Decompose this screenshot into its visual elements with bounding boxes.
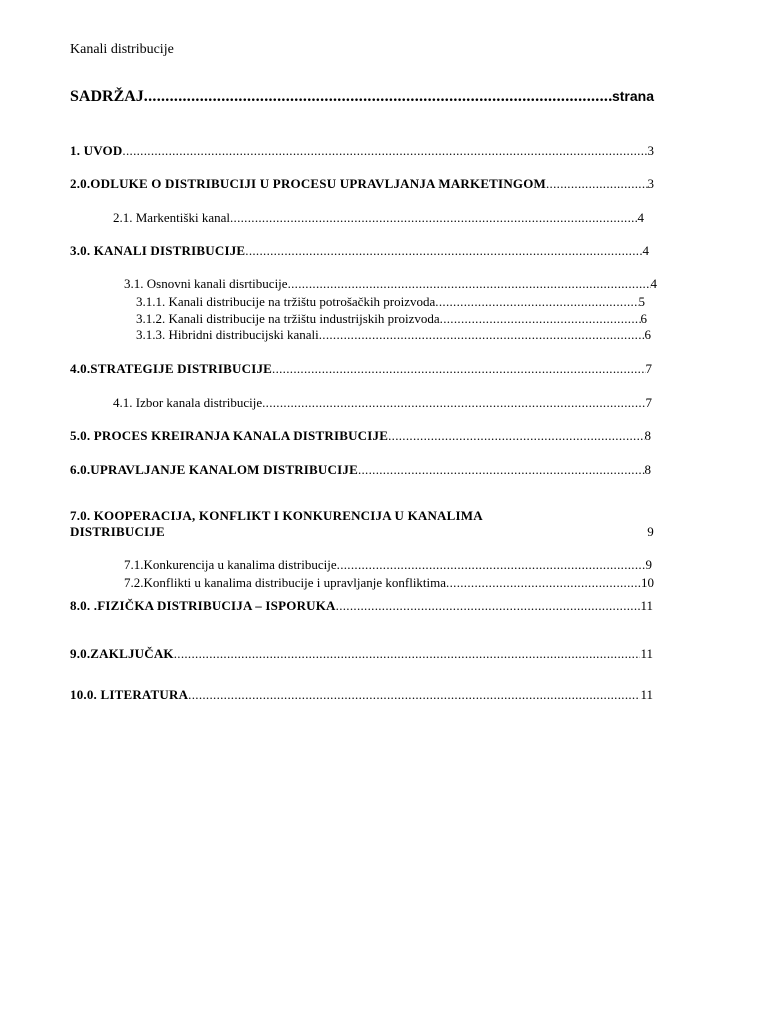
toc-entry-label: 4.1. Izbor kanala distribucije: [113, 395, 263, 410]
toc-leader: [188, 687, 640, 703]
toc-entry-page: 9: [645, 557, 652, 572]
toc-entry-label: 3.1.2. Kanali distribucije na tržištu industrijskih proizvoda: [136, 311, 440, 326]
toc-entry[interactable]: [124, 575, 654, 591]
toc-leader: [122, 143, 647, 159]
toc-entry[interactable]: [113, 395, 652, 411]
toc-page-heading: strana: [611, 88, 654, 104]
toc-leader: [336, 598, 641, 614]
toc-leader: [358, 462, 645, 478]
toc-leader: [272, 361, 645, 377]
toc-entry[interactable]: [136, 311, 647, 327]
toc-entry[interactable]: [70, 361, 652, 377]
toc-entry[interactable]: [124, 276, 657, 292]
toc-entry[interactable]: [70, 508, 654, 540]
toc-entry-label: 7.1.Konkurencija u kanalima distribucije: [124, 557, 337, 572]
toc-entry[interactable]: [70, 646, 653, 662]
toc-leader: [144, 87, 612, 107]
toc-entry-page: 6: [644, 327, 651, 342]
toc-entry-label: 10.0. LITERATURA: [70, 687, 189, 702]
toc-entry-page: 11: [640, 646, 653, 661]
toc-leader: [245, 243, 642, 259]
toc-entry-page: 4: [642, 243, 649, 258]
toc-leader: [174, 646, 641, 662]
toc-entry[interactable]: [70, 176, 654, 192]
toc-leader: [435, 294, 638, 310]
toc-entry-page: 7: [645, 361, 652, 376]
toc-leader: [440, 311, 641, 327]
toc-entry-page: 5: [638, 294, 645, 309]
toc-leader: [262, 395, 645, 411]
toc-entry-label: 8.0. .FIZIČKA DISTRIBUCIJA – ISPORUKA: [70, 598, 336, 613]
toc-leader: [388, 428, 644, 444]
toc-entry-label: 2.0.ODLUKE O DISTRIBUCIJI U PROCESU UPRAVLJANJA MARKETINGOM: [70, 176, 546, 191]
toc-entry[interactable]: [136, 327, 651, 343]
toc-entry-line2: [70, 524, 654, 540]
toc-entry-label: 5.0. PROCES KREIRANJA KANALA DISTRIBUCIJE: [70, 428, 389, 443]
toc-entry[interactable]: [124, 557, 652, 573]
toc-entry-page: 10: [641, 575, 654, 590]
toc-entry-label: 7.2.Konflikti u kanalima distribucije i upravljanje konfliktima: [124, 575, 447, 590]
toc-entry-page: 11: [640, 598, 653, 613]
toc-entry-label: 3.0. KANALI DISTRIBUCIJE: [70, 243, 246, 258]
toc-entry-label: 2.1. Markentiški kanal: [113, 210, 230, 225]
toc-entry-page: 9: [647, 524, 654, 539]
toc-leader: [288, 276, 651, 292]
toc-entry-page: 6: [640, 311, 647, 326]
toc-entry-page: 3: [647, 176, 654, 191]
toc-leader: [337, 557, 646, 573]
toc-leader: [546, 176, 648, 192]
toc-entry[interactable]: [70, 243, 649, 259]
toc-entry[interactable]: [70, 462, 651, 478]
toc-title: SADRŽAJ: [70, 88, 144, 105]
toc-entry-page: 7: [645, 395, 652, 410]
toc-entry[interactable]: [70, 428, 651, 444]
toc-entry[interactable]: [70, 143, 654, 159]
toc-leader: [230, 210, 638, 226]
toc-leader: [319, 327, 645, 343]
toc-entry-page: 11: [640, 687, 653, 702]
toc-entry[interactable]: [136, 294, 645, 310]
toc-entry-label: 4.0.STRATEGIJE DISTRIBUCIJE: [70, 361, 273, 376]
toc-entry-label: 3.1. Osnovni kanali disrtibucije: [124, 276, 288, 291]
toc-entry[interactable]: [70, 687, 653, 703]
toc-entry-page: 3: [647, 143, 654, 158]
toc-entry[interactable]: [70, 598, 653, 614]
toc-entry-label-line2: DISTRIBUCIJE: [70, 524, 165, 539]
toc-entry-label-line1: 7.0. KOOPERACIJA, KONFLIKT I KONKURENCIJA U KANALIMA: [70, 508, 483, 523]
toc-entry-page: 4: [637, 210, 644, 225]
toc-title-row: [70, 86, 654, 107]
toc-entry[interactable]: [113, 210, 644, 226]
toc-entry-label: 3.1.1. Kanali distribucije na tržištu potrošačkih proizvoda: [136, 294, 436, 309]
toc-entry-label: 9.0.ZAKLJUČAK: [70, 646, 174, 661]
toc-entry-page: 8: [644, 428, 651, 443]
toc-entry-label: 3.1.3. Hibridni distribucijski kanali: [136, 327, 319, 342]
document-header: Kanali distribucije: [70, 42, 174, 57]
toc-entry-page: 8: [644, 462, 651, 477]
toc-leader: [446, 575, 641, 591]
toc-entry-page: 4: [650, 276, 657, 291]
toc-entry-label: 1. UVOD: [70, 143, 123, 158]
toc-entry-label: 6.0.UPRAVLJANJE KANALOM DISTRIBUCIJE: [70, 462, 358, 477]
